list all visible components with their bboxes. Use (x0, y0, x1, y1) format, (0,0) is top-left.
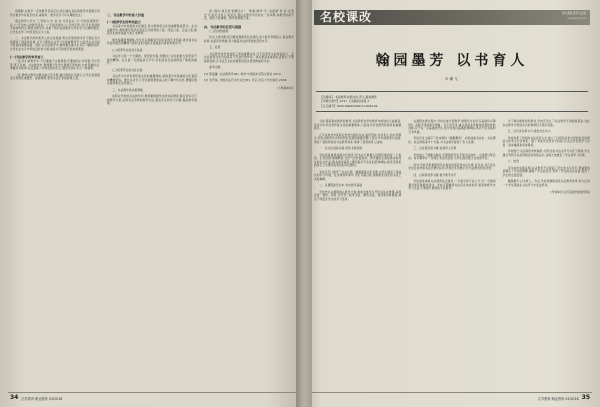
meta-article-number: 【文章编号】1005-6009(2016)11-0035-02 (320, 103, 378, 108)
right-column-1 (314, 120, 401, 204)
paragraph: [2] 金开诚. 中国书法艺术与文化[M]. 北京:北京大学出版社,2008. (204, 79, 288, 82)
paragraph: (三)培养学生的文化自信 (112, 68, 143, 72)
paragraph: 针对上述问题,我们要加强师资队伍建设,加大教学资源投入,保证教学时间,完善评价机制,努力提高书法教学的质量和水平。 (204, 36, 294, 43)
section-subheading: (一)培养学生的审美能力 (107, 20, 141, 24)
masthead (314, 8, 590, 34)
paragraph: 书法是中华民族的文化瑰宝,是中国传统文化的重要组成部分。在书法教学中,教师要引导学生感受汉字的形体之美、线条之美、章法之美,提高学生的审美能力和艺术修养。 (107, 25, 197, 35)
paragraph: 学校高度重视书法师资队伍建设,一方面引进专业人才,另一方面加强对现有教师的培训。学校定期邀请书法名家来校讲学,组织教师外出学习交流,不断提升教师的专业素养。 (408, 180, 496, 191)
article-author: 叶鹏飞 (445, 77, 459, 81)
paragraph: 学校推行'书法等级考核制度',将学生的书法水平分为若干等级,学生通过考核可以获得相应的等级证书,这极大地激发了学生的学习热情。 (502, 150, 590, 157)
section-heading: (一)书法教学的审美育人 (10, 55, 44, 59)
paragraph: (二)培养学生的意志品质 (112, 48, 143, 52)
paragraph: [1] 陈振濂. 书法教育学[M]. 杭州:中国美术学院出版社,2010. (204, 72, 282, 76)
masthead-url: www.jsjyzz.com (567, 17, 586, 20)
footer-publication: 江苏教育·职业教育 03/2016 (21, 396, 63, 401)
paragraph: 一是,我们的教学中,不仅要做子认真观察,还要做到心中有数,手中有笔,笔下有神。书法教学中,教师要引导学生观察字形结构,分析笔画特点,掌握书写规律,在反复练习中形成肌肉记忆,最终达到心手合一的境界。 (10, 60, 100, 70)
section-heading: 二、书法教学中的育人价值 (107, 13, 145, 17)
paragraph: 为了调动教师的积极性,学校还设立了书法教学专项奖励基金,对在书法教学中表现突出的教师给予表彰奖励。 (502, 120, 590, 127)
paragraph: 五、结语 (209, 46, 221, 49)
paragraph: 学校还专门建设了书法长廊、翰墨园等文化景观,为学生提供了浸润式的学习环境。在这样的环境中,学生耳濡目染,潜移默化地受到书法艺术的熏陶。 (314, 170, 402, 181)
paragraph: 职业教育与学生'工学结合'中,以'以'为目标点,'口'字的位置教育,以'六'字为核心的教学目标,'八'字的表现为'之'字的字形,'四'字为表现的字的结构特点,教师在教学中,注重了知识点的联系与学生学习兴趣的激发,让学生在学习中感受到汉字之美。 (10, 20, 100, 34)
paragraph: 学校改革了传统的书法评价方式,建立了过程性评价与终结性评价相结合的多元评价体系。除了考查学生的书写技能,还关注学生的学习态度、进步幅度和审美素养。 (502, 136, 590, 147)
paragraph: 书法学习是一个长期的、艰苦的过程,需要持之以恒的毅力和坚韧不拔的精神。在日复一日的临池习字中,学生的意志品质得到了锻炼和提升。 (107, 55, 197, 65)
paragraph: 间',提出'真正的'的概念方'、'转第)教学'写',在最新'育'后,在更全'写'的行为育人'的意见,我们在教学中仍存在一些问题,如教学时间不足、师资力量薄弱、教学资源匮乏等。 (204, 10, 294, 20)
paragraph: 当前,随着素质教育的推进,书法教育在学校教育中的地位日益提高,其作为中华优秀传统文化的重要载体,已经成为学校德育和美育的重要抓手。 (314, 120, 402, 131)
left-column-3 (204, 10, 294, 380)
paragraph: 江苏省常州市某职业学校自建校以来,始终坚持'以书育人'的办学理念,把书法教育作为学校特色发展的重要突破口,经过多年的探索与实践,形成了独具特色的书法教育体系,取得了显著的育人成效。 (314, 133, 402, 144)
paragraph: 通过临摹经典碑帖,学生可以领略到不同书家的艺术风格,体会到书法作品中蕴含的精神气质和文化内涵,从而提高自身的审美水平。 (107, 38, 197, 45)
paragraph: 的理解,在教学一定的教学目标定位,我们重在目标的数学中逐渐引导学生教学中有信息技术,重视每一类学生学习中兴趣的发生。 (10, 10, 100, 17)
page-number: 35 (581, 394, 590, 401)
paragraph: 二、书法教学的审美育人的文化渗透,用这些规律的书写习惯在其方面得到了提高和发展,书写习惯是书法学习中的重要环节,也是学生书写能力形成的重要基础。因此,在书法教学中,教师要注重学生书写习惯的培养,让学生在书写中养成良好的习惯,提高书写的规范性和美观度。 (10, 37, 100, 51)
paragraph: 书法教学是学校美育工作的重要内容,对于培养学生的审美能力、意志品质和文化自信具有不可替代的作用。我们要高度重视书法教学,不断探索创新,让书法艺术在校园里绽放出更加绚丽的光彩。 (204, 52, 294, 63)
page-number: 34 (10, 394, 19, 401)
article-meta-box (316, 91, 588, 112)
paragraph: 二、以课程建设为本,夯实教学基础 (319, 184, 363, 188)
paragraph: 在课程实施过程中,学校注重分层教学,根据学生的书写基础和兴趣特长,采取不同的教学策略。对于初学者,重点抓基本笔画和间架结构的训练;对于有一定基础的学生,则引导他们临摹经典碑帖,体会不同书体的艺术风格。 (408, 120, 496, 134)
left-column-2 (107, 10, 197, 380)
paragraph: 三、书法教学的实施策略 (112, 88, 143, 92)
author-affiliation-note: (作者单位:江苏省常州技师学院) (550, 190, 590, 195)
footer-rule (8, 392, 296, 393)
masthead-meta: 特色课程 教育专业版 (561, 12, 586, 15)
footer-publication: 江苏教育·职业教育 03/2016 (537, 396, 579, 401)
meta-keywords: 【关键词】 书法教育;校园文化;育人;素质教育 (320, 95, 377, 99)
paragraph: (二)改进的措施 (209, 29, 229, 33)
paragraph: 学校还自主编写了校本教材《翰墨飘香》,内容涵盖书法史、书法理论、技法训练等多个方面,为书法教学提供了有力支撑。 (408, 137, 496, 144)
paragraph: 学校把书法课程纳入教学计划,面向全体学生开设书法必修课,每周安排一课时。同时,还开设了软笔书法、硬笔书法、篆刻等选修课程,满足不同层次学生的学习需求。 (314, 190, 402, 201)
paragraph: 三、以社团活动为翼,拓展育人空间 (413, 147, 457, 151)
right-page-footer (314, 395, 590, 401)
paragraph: 多年来的实践证明,书法教育不仅提高了学生的书写水平,更重要的是陶冶了学生的情操,磨砺了学生的意志,培养了学生的文化自信,促进了学生的全面发展。 (502, 166, 590, 177)
paragraph: 二是,教师在教学中要注重示范引领,通过现场书写演示,让学生直观感受运笔的轻重缓急、提按顿挫,感受书法艺术的韵律之美。 (10, 73, 100, 80)
paragraph: 学校高度重视校园文化建设,把书法元素融入校园环境的每一个角落。走进校园,翰墨飘香,文化气息扑面而来。教学楼的走廊里悬挂着师生的书法作品,图书馆的墙面上镌刻着历代名家的经典碑帖,就连花园里的景石上也镌刻着隽永的书法题词。 (314, 153, 402, 168)
meta-classification: 【中图分类号】G717 【文献标识码】A (320, 99, 370, 104)
right-page (304, 0, 600, 407)
paragraph: 参考文献: (209, 66, 222, 69)
left-page-columns (10, 10, 294, 380)
paragraph: 学校成立了翰墨书画社,定期组织学生开展书法创作、交流研讨等活动。每学期举办一次师生书法作品展,为学生提供展示自我的平台。 (408, 153, 496, 161)
paragraph: 四、以师资培养为要,提升教学水平 (413, 173, 457, 177)
left-page-footer (10, 395, 294, 401)
paragraph: 六、结语 (507, 160, 520, 164)
paragraph: 此外,学校还积极组织学生参加各级各类书法比赛,近年来,有百余名学生在省市级书法比赛中获奖,学校也多次被评为'书法教育特色学校'。 (408, 163, 496, 171)
continuation-note: (下转第36页) (277, 85, 294, 90)
paragraph: 书法作为中华优秀传统文化的重要载体,承载着中华民族的文化基因和精神密码。通过书法学习,学生能够更加深入地了解中华文化,增强民族自豪感和文化自信心。 (107, 75, 197, 85)
article-title: 翰园墨芳 以书育人 (375, 53, 529, 69)
footer-rule (312, 392, 592, 393)
right-page-columns (314, 120, 590, 204)
paragraph: 翰园墨芳,以书育人。今后,学校将继续深化书法教育改革,努力让每一个学生都能在书法学习中受益终身。 (502, 180, 590, 187)
left-column-1 (10, 10, 100, 380)
masthead-title: 名校课改 (320, 10, 373, 24)
paragraph: 一、以文化浸润为基,营造书香校园 (319, 147, 363, 151)
paragraph: 五、以评价改革为引,激发内生动力 (507, 130, 551, 134)
section-heading: 四、书法教学的反思与展望 (204, 24, 242, 29)
paragraph: 在职业学校的书法教学中,教师要根据学生的实际情况,制定切实可行的教学方案,采用灵活多样的教学方法,激发学生的学习兴趣,提高教学效果。 (107, 95, 197, 105)
right-column-2 (408, 120, 495, 204)
right-column-3 (503, 120, 590, 204)
